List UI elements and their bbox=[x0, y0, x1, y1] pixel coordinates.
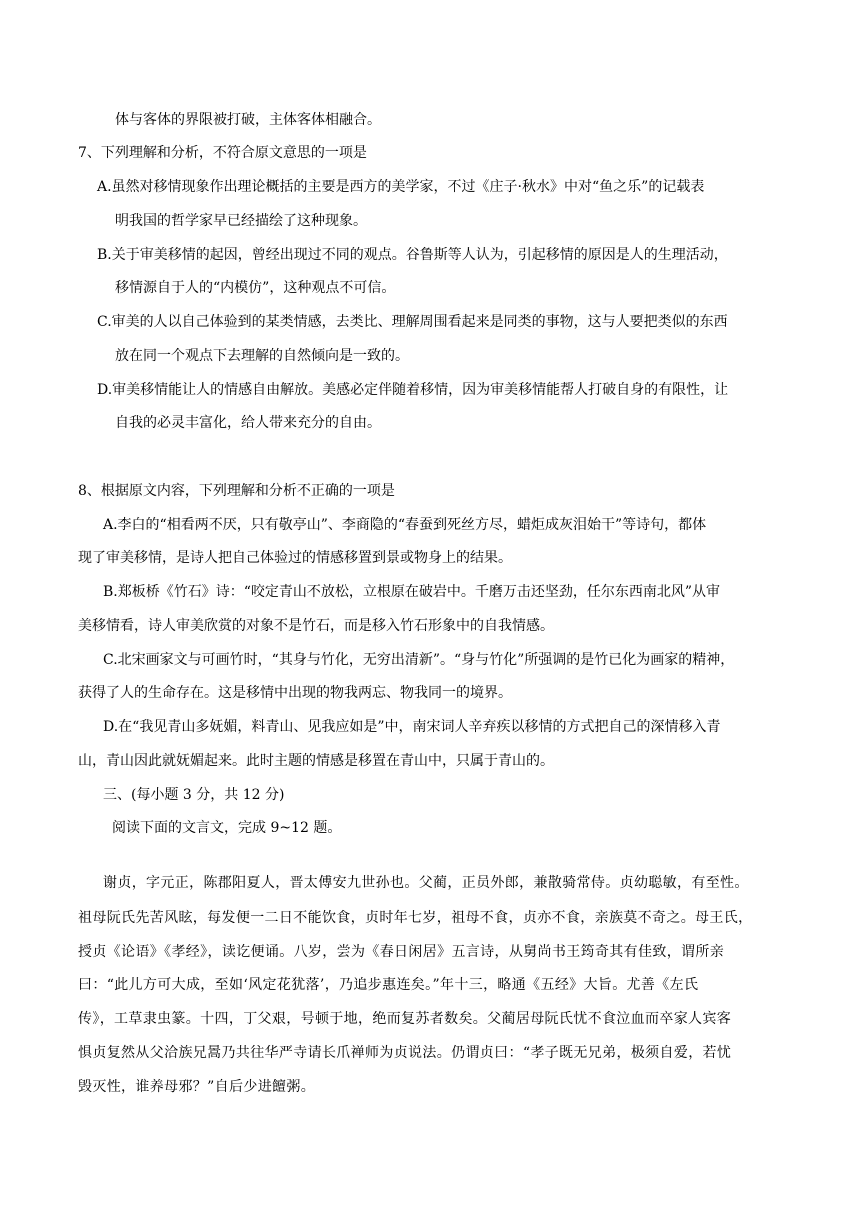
classical-text-line: 惧贞复然从父洽族兄暠乃共往华严寺请长爪禅师为贞说法。仍谓贞曰：“孝子既无兄弟，极须自爱，若忧 bbox=[78, 1045, 732, 1061]
text-line: 体与客体的界限被打破，主体客体相融合。 bbox=[115, 112, 381, 128]
question-7-option-b: B.关于审美移情的起因，曾经出现过不同的观点。谷鲁斯等人认为，引起移情的原因是人的生理活动， bbox=[97, 247, 728, 263]
question-7-option-a: A.虽然对移情现象作出理论概括的主要是西方的美学家，不过《庄子·秋水》中对“鱼之乐”的记载表 bbox=[97, 179, 705, 195]
question-7-option-c-continued: 放在同一个观点下去理解的自然倾向是一致的。 bbox=[115, 348, 409, 364]
question-8-stem: 8、根据原文内容，下列理解和分析不正确的一项是 bbox=[78, 483, 395, 499]
question-8-option-d: D.在“我见青山多妩媚，料青山、见我应如是”中，南宋词人辛弃疾以移情的方式把自己的深情移入青 bbox=[103, 719, 721, 735]
question-8-option-b: B.郑板桥《竹石》诗：“咬定青山不放松，立根原在破岩中。千磨万击还坚劲，任尔东西南北风”从审 bbox=[103, 584, 721, 600]
classical-text-line: 授贞《论语》《孝经》，读讫便诵。八岁，尝为《春日闲居》五言诗，从舅尚书王筠奇其有佳致，谓所亲 bbox=[78, 944, 725, 960]
classical-text-line: 祖母阮氏先苦风眩，每发便一二日不能饮食，贞时年七岁，祖母不食，贞亦不食，亲族莫不奇之。母王氏， bbox=[78, 910, 753, 926]
section-three-heading: 三、(每小题 3 分，共 12 分) bbox=[103, 787, 285, 803]
question-7-stem: 7、下列理解和分析，不符合原文意思的一项是 bbox=[78, 145, 367, 161]
question-7-option-a-continued: 明我国的哲学家早已经描绘了这种现象。 bbox=[115, 213, 367, 229]
classical-text-line: 传》，工草隶虫篆。十四，丁父艰，号顿于地，绝而复苏者数矣。父蔺居母阮氏忧不食泣血而卒家人宾客 bbox=[78, 1011, 732, 1027]
question-7-option-d-continued: 自我的必灵丰富化，给人带来充分的自由。 bbox=[115, 415, 381, 431]
question-7-option-c: C.审美的人以自己体验到的某类情感，去类比、理解周围看起来是同类的事物，这与人要把类似的东西 bbox=[97, 314, 728, 330]
classical-text-line: 谢贞，字元正，陈郡阳夏人，晋太傅安九世孙也。父蔺，正员外郎，兼散骑常侍。贞幼聪敏，有至性。 bbox=[103, 875, 749, 891]
question-8-option-a-continued: 现了审美移情，是诗人把自己体验过的情感移置到景或物身上的结果。 bbox=[78, 550, 512, 566]
question-8-option-c: C.北宋画家文与可画竹时，“其身与竹化，无穷出清新”。“身与竹化”所强调的是竹已化为画家的精神， bbox=[103, 652, 735, 668]
question-8-option-d-continued: 山，青山因此就妩媚起来。此时主题的情感是移置在青山中，只属于青山的。 bbox=[78, 753, 554, 769]
question-7-option-b-continued: 移情源自于人的“内模仿”，这种观点不可信。 bbox=[115, 280, 396, 296]
classical-text-line: 曰：“此儿方可大成，至如‘风定花犹落’，乃追步惠连矣。”年十三，略通《五经》大旨。尤善《左氏 bbox=[78, 977, 699, 993]
question-8-option-c-continued: 获得了人的生命存在。这是移情中出现的物我两忘、物我同一的境界。 bbox=[78, 685, 512, 701]
section-three-instruction: 阅读下面的文言文，完成 9~12 题。 bbox=[112, 820, 342, 836]
question-8-option-b-continued: 美移情看，诗人审美欣赏的对象不是竹石，而是移入竹石形象中的自我情感。 bbox=[78, 618, 554, 634]
question-7-option-d: D.审美移情能让人的情感自由解放。美感必定伴随着移情，因为审美移情能帮人打破自身的有限性，让 bbox=[97, 382, 729, 398]
classical-text-line: 毁灭性，谁养母邪？”自后少进饘粥。 bbox=[78, 1079, 316, 1095]
question-8-option-a: A.李白的“相看两不厌，只有敬亭山”、李商隐的“春蚕到死丝方尽，蜡炬成灰泪始干”等诗句，都体 bbox=[103, 517, 707, 533]
